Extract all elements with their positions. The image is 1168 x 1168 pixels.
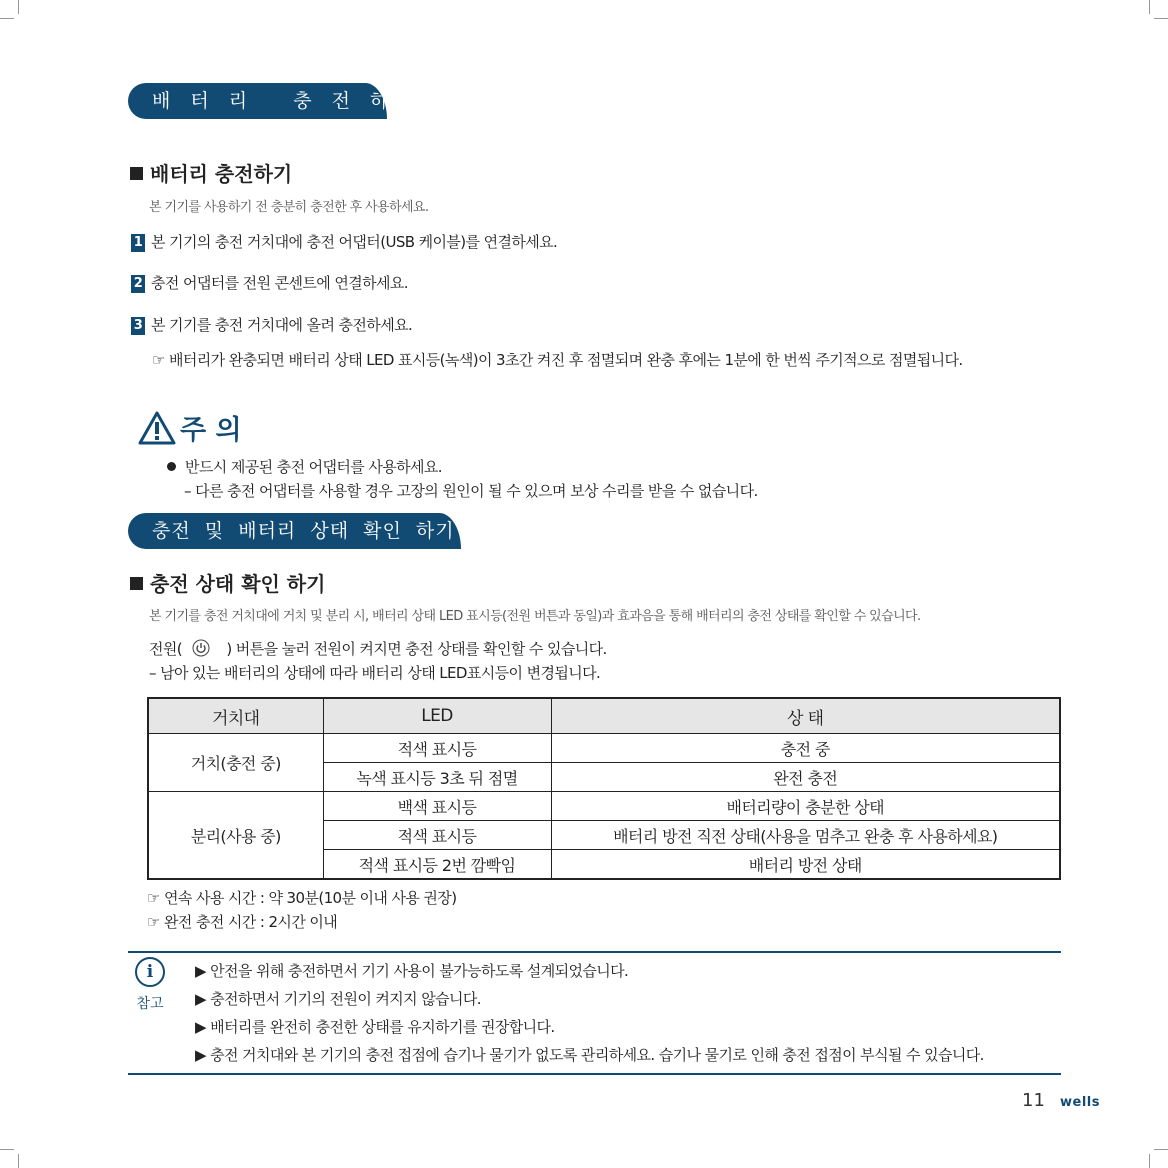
power-text-pre: 전원( [149, 640, 183, 658]
status-table [147, 697, 1061, 880]
reference-bottom-rule [128, 1073, 1061, 1075]
step-3 [131, 314, 412, 335]
caution-title [138, 408, 242, 447]
power-text-post: ) 버튼을 눌러 전원이 켜지면 충전 상태를 확인할 수 있습니다. [226, 640, 607, 658]
page-number: 11 [1022, 1090, 1045, 1111]
brand-logo: wells [1060, 1095, 1100, 1110]
table-row [148, 792, 1060, 821]
power-instruction [149, 638, 607, 659]
reference-marker [135, 957, 165, 1013]
caution-sub: – 다른 충전 어댑터를 사용할 경우 고장의 원인이 될 수 있으며 보상 수리를 받을 수 없습니다. [184, 482, 758, 500]
step-2 [131, 272, 408, 293]
square-bullet-icon [130, 577, 143, 590]
usage-time-note: ☞ 연속 사용 시간 : 약 30분(10분 이내 사용 권장) [147, 889, 457, 907]
state-cell: 완전 충전 [551, 763, 1060, 792]
led-cell: 백색 표시등 [323, 792, 551, 821]
step-number: 1 [131, 234, 145, 252]
reference-item: ▶ 충전 거치대와 본 기기의 충전 접점에 습기나 물기가 없도록 관리하세요. 습기나 물기로 인해 충전 접점이 부식될 수 있습니다. [195, 1046, 984, 1064]
section-tab-battery-charging: 배 터 리 충 전 하 기 [128, 83, 387, 119]
led-cell: 녹색 표시등 3초 뒤 점멸 [323, 763, 551, 792]
led-cell: 적색 표시등 [323, 734, 551, 763]
table-row [148, 734, 1060, 763]
bullet-dot-icon [167, 462, 176, 471]
crop-mark [0, 1149, 14, 1150]
square-bullet-icon [130, 167, 143, 180]
reference-top-rule [128, 951, 1061, 953]
table-header-row [148, 698, 1060, 734]
heading-text: 충전 상태 확인 하기 [150, 572, 326, 596]
crop-mark [0, 18, 14, 19]
intro-text: 본 기기를 충전 거치대에 거치 및 분리 시, 배터리 상태 LED 표시등(전원 버튼과 동일)과 효과음을 통해 배터리의 충전 상태를 확인할 수 있습니다. [149, 609, 921, 624]
caution-title-text: 주 의 [180, 415, 242, 446]
led-note: ☞ 배터리가 완충되면 배터리 상태 LED 표시등(녹색)이 3초간 켜진 후 점멸되며 완충 후에는 1분에 한 번씩 주기적으로 점멸됩니다. [152, 351, 963, 369]
led-cell: 적색 표시등 [323, 821, 551, 850]
group-detached: 분리(사용 중) [148, 792, 323, 880]
intro-text: 본 기기를 사용하기 전 충분히 충전한 후 사용하세요. [149, 200, 429, 215]
section-tab-charge-status: 충전 및 배터리 상태 확인 하기 [128, 513, 461, 549]
crop-mark [18, 1154, 19, 1168]
header-state: 상 태 [551, 698, 1060, 734]
header-cradle: 거치대 [148, 698, 323, 734]
step-text: 본 기기를 충전 거치대에 올려 충전하세요. [151, 316, 413, 334]
heading-battery-charging [130, 158, 292, 187]
reference-item: ▶ 안전을 위해 충전하면서 기기 사용이 불가능하도록 설계되었습니다. [195, 962, 629, 980]
warning-triangle-icon [138, 411, 176, 445]
step-1 [131, 231, 557, 252]
state-cell: 배터리량이 충분한 상태 [551, 792, 1060, 821]
crop-mark [18, 0, 19, 14]
heading-charge-status [130, 568, 325, 597]
group-cradled: 거치(충전 중) [148, 734, 323, 792]
info-icon: i [135, 957, 165, 987]
crop-mark [1149, 1154, 1150, 1168]
crop-mark [1154, 18, 1168, 19]
step-number: 2 [131, 275, 145, 293]
caution-bullet-text: 반드시 제공된 충전 어댑터를 사용하세요. [185, 458, 442, 476]
state-cell: 충전 중 [551, 734, 1060, 763]
reference-item: ▶ 충전하면서 기기의 전원이 켜지지 않습니다. [195, 990, 481, 1008]
state-cell: 배터리 방전 직전 상태(사용을 멈추고 완충 후 사용하세요) [551, 821, 1060, 850]
led-change-note: – 남아 있는 배터리의 상태에 따라 배터리 상태 LED표시등이 변경됩니다. [149, 664, 601, 682]
state-cell: 배터리 방전 상태 [551, 850, 1060, 880]
heading-text: 배터리 충전하기 [150, 162, 293, 186]
charge-time-note: ☞ 완전 충전 시간 : 2시간 이내 [147, 913, 338, 931]
crop-mark [1154, 1149, 1168, 1150]
reference-item: ▶ 배터리를 완전히 충전한 상태를 유지하기를 권장합니다. [195, 1018, 555, 1036]
power-button-icon [192, 639, 210, 657]
led-cell: 적색 표시등 2번 깜빡임 [323, 850, 551, 880]
step-text: 본 기기의 충전 거치대에 충전 어댑터(USB 케이블)를 연결하세요. [151, 233, 558, 251]
reference-label: 참고 [136, 996, 164, 1012]
step-number: 3 [131, 317, 145, 335]
crop-mark [1149, 0, 1150, 14]
step-text: 충전 어댑터를 전원 콘센트에 연결하세요. [151, 274, 408, 292]
header-led: LED [323, 698, 551, 734]
caution-bullet [167, 456, 442, 477]
